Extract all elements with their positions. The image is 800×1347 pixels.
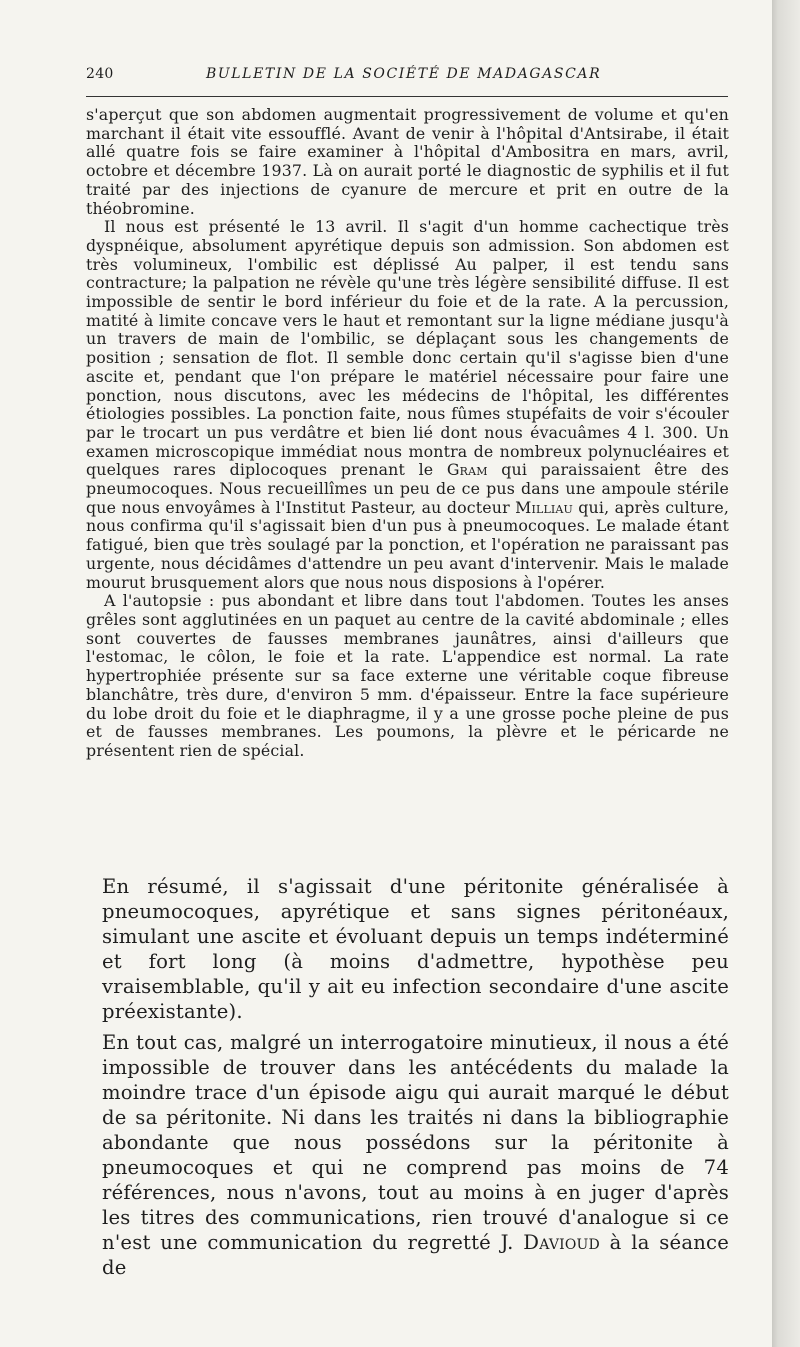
small-paragraph-2 bbox=[86, 218, 729, 592]
small-paragraph-3: A l'autopsie : pus abondant et libre dans tout l'abdomen. Toutes les anses grêles sont agglutinées en un paquet au centre de la cavité abdominale ; elles sont couvertes de fausses membranes jaunâtres, ainsi d'ailleurs que l'estomac, le côlon, le foie et la rate. L'appendice est normal. La rate hypertrophiée présente sur sa face externe une véritable coque fibreuse blanchâtre, très dure, d'environ 5 mm. d'épaisseur. Entre la face supérieure du lobe droit du foie et le diaphragme, il y a une grosse poche pleine de pus et de fausses membranes. Les poumons, la plèvre et le péricarde ne présentent rien de spécial. bbox=[86, 591, 729, 760]
large-paragraph-2-part-b: à la séance de bbox=[102, 1231, 729, 1279]
name-davioud: Davioud bbox=[523, 1231, 600, 1254]
page-header bbox=[86, 66, 728, 88]
page-edge-shadow bbox=[772, 0, 800, 1347]
page-number: 240 bbox=[86, 66, 114, 82]
header-rule bbox=[86, 96, 728, 97]
large-paragraph-2 bbox=[102, 1030, 729, 1280]
small-print-section bbox=[86, 106, 729, 761]
small-paragraph-2-part-c: qui, après culture, nous confirma qu'il s'agissait bien d'un pus à pneumocoques. Le malade étant fatigué, bien que très soulagé par la ponction, et l'opération ne paraissant pas urgente, nous décidâmes d'attendre un peu avant d'intervenir. Mais le malade mourut brusquement alors que nous nous disposions à l'opérer. bbox=[86, 497, 730, 592]
main-text-section bbox=[102, 874, 729, 1286]
small-paragraph-2-part-a: Il nous est présenté le 13 avril. Il s'agit d'un homme cachectique très dyspnéique, absolument apyrétique depuis son admission. Son abdomen est très volumineux, l'ombilic est déplissé Au palper, il est tendu sans contracture; la palpation ne révèle qu'une très légère sensibilité diffuse. Il est impossible de sentir le bord inférieur du foie et de la rate. A la percussion, matité à limite concave vers le haut et remontant sur la ligne médiane jusqu'à un travers de main de l'ombilic, se déplaçant sous les changements de position ; sensation de flot. Il semble donc certain qu'il s'agisse bien d'une ascite et, pendant que l'on prépare le matériel nécessaire pour faire une ponction, nous discutons, avec les médecins de l'hôpital, les différentes étiologies possibles. La ponction faite, nous fûmes stupéfaits de voir s'écouler par le trocart un pus verdâtre et bien lié dont nous évacuâmes 4 l. 300. Un examen microscopique immédiat nous montra de nombreux polynucléaires et quelques rares diplocoques prenant le bbox=[86, 217, 729, 480]
name-gram: Gram bbox=[446, 460, 488, 480]
small-paragraph-2-part-b: qui paraissaient être des pneumocoques. Nous recueillîmes un peu de ce pus dans une ampoule stérile que nous envoyâmes à l'Institut Pasteur, au docteur bbox=[86, 460, 730, 517]
running-title: BULLETIN DE LA SOCIÉTÉ DE MADAGASCAR bbox=[206, 66, 602, 82]
large-paragraph-1: En résumé, il s'agissait d'une péritonite généralisée à pneumocoques, apyrétique et sans signes péritonéaux, simulant une ascite et évoluant depuis un temps indéterminé et fort long (à moins d'admettre, hypothèse peu vraisemblable, qu'il y ait eu infection secondaire d'une ascite préexistante). bbox=[102, 875, 729, 1023]
name-milliau: Milliau bbox=[515, 497, 573, 517]
large-paragraph-2-part-a: En tout cas, malgré un interrogatoire minutieux, il nous a été impossible de trouver dans les antécédents du malade la moindre trace d'un épisode aigu qui aurait marqué le début de sa péritonite. Ni dans les traités ni dans la bibliographie abondante que nous possédons sur la péritonite à pneumocoques et qui ne comprend pas moins de 74 références, nous n'avons, tout au moins à en juger d'après les titres des communications, rien trouvé d'analogue si ce n'est une communication du regretté J. bbox=[102, 1031, 729, 1254]
small-paragraph-1: s'aperçut que son abdomen augmentait progressivement de volume et qu'en marchant il était vite essoufflé. Avant de venir à l'hôpital d'Antsirabe, il était allé quatre fois se faire examiner à l'hôpital d'Ambositra en mars, avril, octobre et décembre 1937. Là on aurait porté le diagnostic de syphilis et il fut traité par des injections de cyanure de mercure et prit en outre de la théobromine. bbox=[86, 105, 729, 218]
